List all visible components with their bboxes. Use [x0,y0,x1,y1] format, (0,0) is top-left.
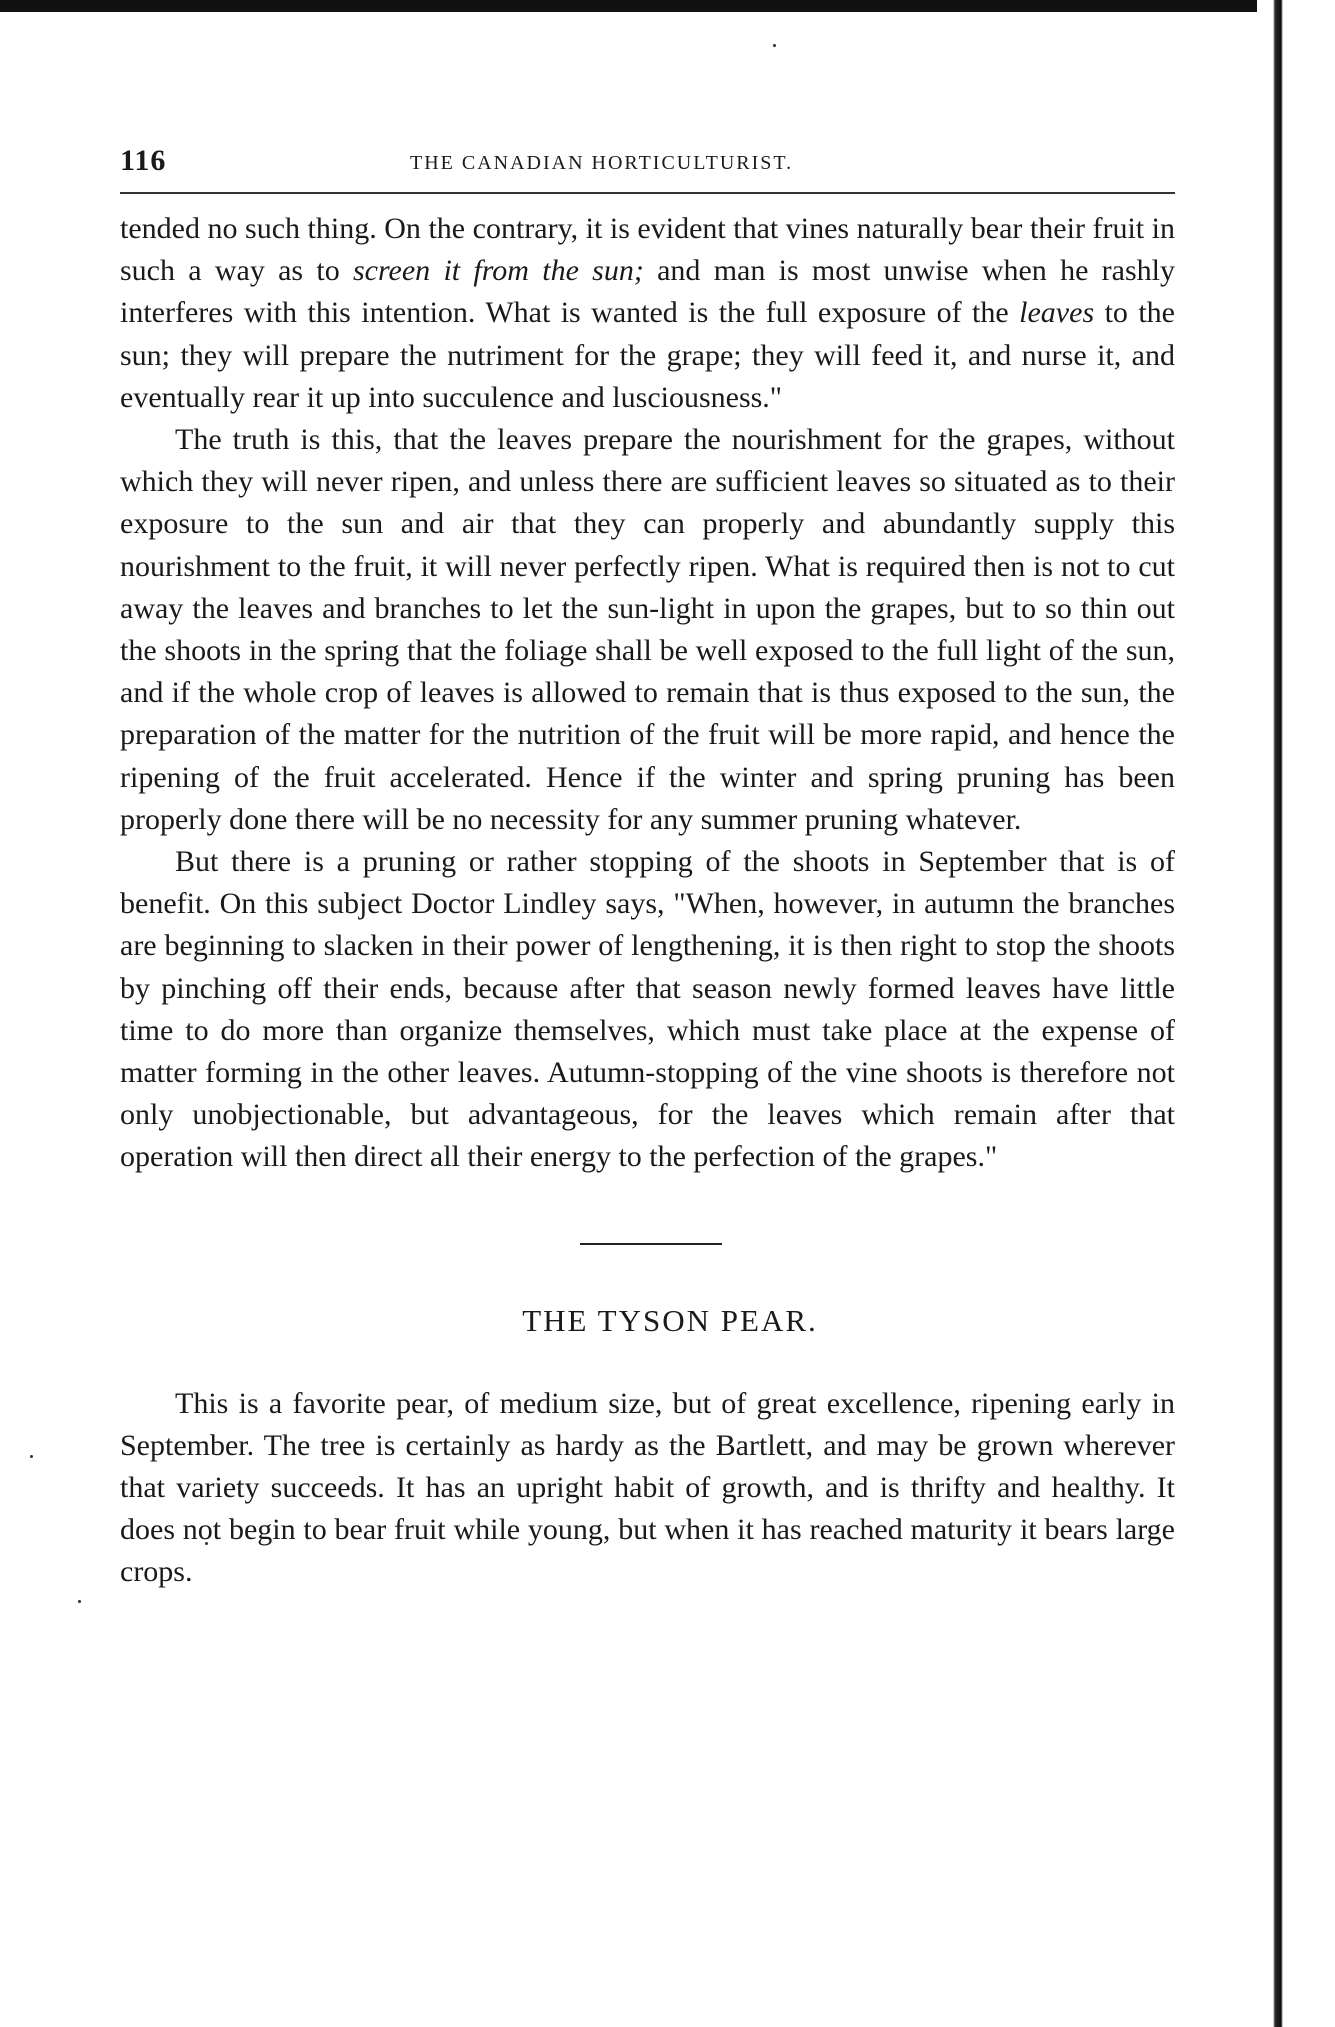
paragraph-text: to the sun; they will prepare the nutriment for the grape; they will feed it, and nurse it, and eventually rear it up into succulence and lusciousness." [120,296,1175,414]
running-title: THE CANADIAN HORTICULTURIST. [410,152,794,174]
paragraph-text: and man is most unwise when he rashly interferes with this intention. What is wanted is the full exposure of the [120,254,1175,330]
paragraph-autumn-stopping: But there is a pruning or rather stopping of the shoots in September that is of benefit. On this subject Doctor Lindley says, "When, however, in autumn the branches are beginning to slacken in their power of lengthening, it is then right to stop the shoots by pinching off their ends, because after that season newly formed leaves have little time to do more than organize themselves, which must take place at the expense of matter forming in the other leaves. Autumn-stopping of the vine shoots is therefore not only unobjectionable, but advantageous, for the leaves which remain after that operation will then direct all their energy to the perfection of the grapes." [120,845,1175,1174]
section-title: THE TYSON PEAR. [522,1302,818,1338]
scan-speck [30,1455,33,1458]
paragraph-tyson-pear: This is a favorite pear, of medium size, but of great excellence, ripening early in September. The tree is certainly as hardy as the Bartlett, and may be grown wherever that variety succeeds. It has an upright habit of growth, and is thrifty and healthy. It does not begin to bear fruit while young, but when it has reached maturity it bears large crops. [120,1386,1175,1589]
paragraph-leaves-nourishment: The truth is this, that the leaves prepare the nourishment for the grapes, without which they will never ripen, and unless there are sufficient leaves so situated as to their exposure to the sun and air that they can properly and abundantly supply this nourishment to the fruit, it will never perfectly ripen. What is required then is not to cut away the leaves and branches to let the sun-light in upon the grapes, but to so thin out the shoots in the spring that the foliage shall be well exposed to the full light of the sun, and if the whole crop of leaves is allowed to remain that is thus exposed to the sun, the preparation of the matter for the nutrition of the fruit will be more rapid, and hence the ripening of the fruit accelerated. Hence if the winter and spring pruning has been properly done there will be no necessity for any summer pruning whatever. [120,423,1175,836]
running-head [120,140,1175,192]
scan-top-edge [0,0,1335,12]
header-rule [120,192,1175,194]
scan-binding-edge [1257,0,1335,2027]
book-page [120,140,1175,1594]
italic-phrase: screen it from the sun; [353,254,644,288]
paragraph-text: tended no such thing. On the contrary, it is evident that vines naturally bear their fruit in such a way as to [120,212,1175,288]
section-divider [580,1243,722,1245]
scan-speck [78,1600,81,1603]
scan-speck [773,44,776,47]
paragraph-continued [120,208,1175,419]
page-number: 116 [120,144,167,177]
italic-word: leaves [1019,296,1095,330]
